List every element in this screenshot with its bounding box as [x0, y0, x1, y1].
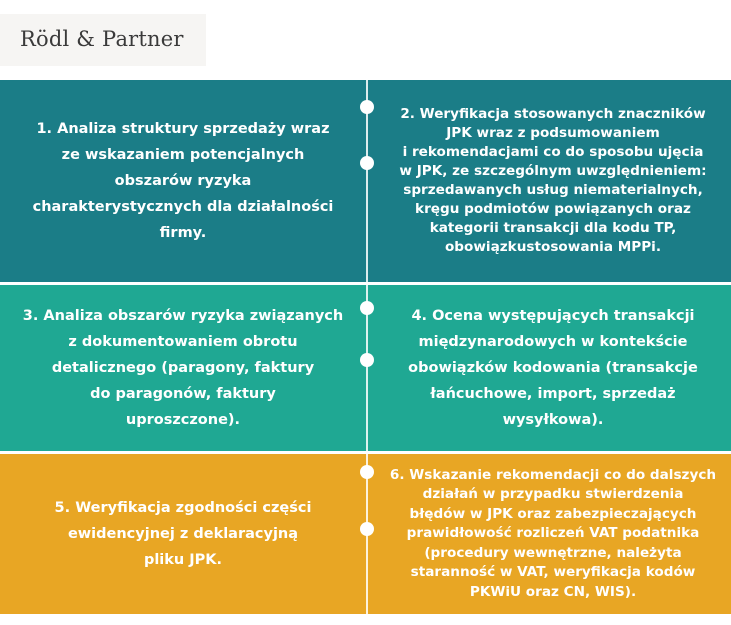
step-5	[14, 454, 352, 614]
step-6-text: 6. Wskazanie rekomendacji co do dalszych działań w przypadku stwierdzenia błędów w JPK oraz zabezpieczających prawidłowość rozliczeń VAT podatnika (procedury wewnętrzne, należyta staranność w VAT, weryfikacja kodów PKWiU oraz CN, WIS).	[389, 466, 717, 600]
step-6	[380, 454, 726, 614]
timeline-dot	[360, 100, 374, 114]
timeline-dot	[360, 353, 374, 367]
bottom-margin	[0, 614, 731, 625]
step-2-text: 2. Weryfikacja stosowanych znaczników JPK wraz z podsumowaniem i rekomendacjami co do sposobu ujęcia w JPK, ze szczególnym uwzględnieniem: sprzedawanych usług niematerialnych, kręgu podmiotów powiązanych oraz kategorii transakcji dla kodu TP, obowiązkustosowania MPPi.	[399, 106, 707, 255]
step-3-text: 3. Analiza obszarów ryzyka związanych z dokumentowaniem obrotu detalicznego (paragony, faktury do paragonów, faktury uproszczone).	[22, 308, 344, 428]
step-3	[14, 285, 352, 451]
timeline-dot	[360, 522, 374, 536]
step-5-text: 5. Weryfikacja zgodności części ewidencyjnej z deklaracyjną pliku JPK.	[54, 500, 312, 568]
timeline-dot	[360, 301, 374, 315]
step-2	[380, 80, 726, 282]
timeline-dot	[360, 465, 374, 479]
step-1-text: 1. Analiza struktury sprzedaży wraz ze wskazaniem potencjalnych obszarów ryzyka charakterystycznych dla działalności firmy.	[32, 121, 334, 241]
step-4-text: 4. Ocena występujących transakcji międzynarodowych w kontekście obowiązków kodowania (transakcje łańcuchowe, import, sprzedaż wysyłkowa).	[408, 308, 698, 428]
brand-logo: Rödl & Partner	[20, 27, 184, 51]
timeline-dot	[360, 156, 374, 170]
step-4	[380, 285, 726, 451]
step-1	[14, 80, 352, 282]
